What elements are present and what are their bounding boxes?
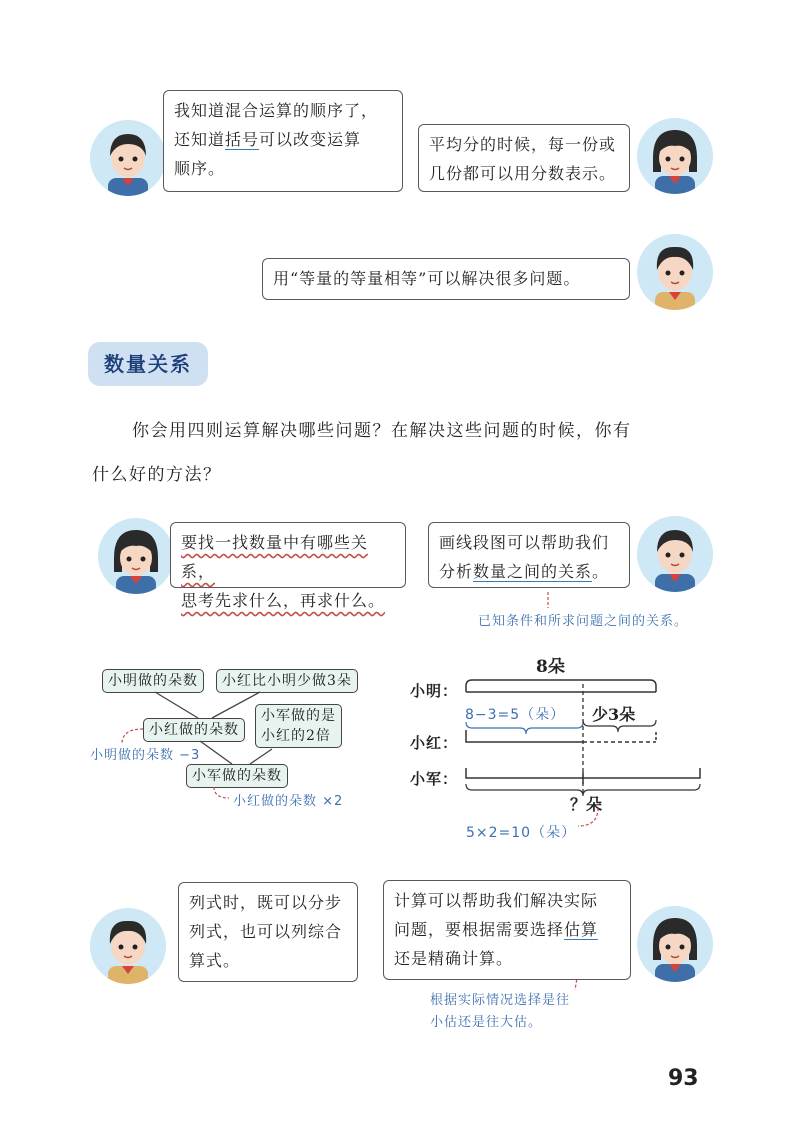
- note-xiaohong-formula: 小明做的朵数 −3: [90, 748, 201, 763]
- bubble-line: 列式时，既可以分步: [189, 893, 343, 912]
- girl-avatar-3: [637, 906, 713, 982]
- box-xiaohong-less: 小红比小明少做3朵: [216, 669, 358, 693]
- unknown-label: ？朵: [570, 795, 603, 814]
- box-xiaoming-count: 小明做的朵数: [102, 669, 204, 693]
- bubble-line: 顺序。: [174, 159, 226, 178]
- note-line: 根据实际情况选择是往: [430, 993, 571, 1008]
- bubble-line: 要找一找数量中有哪些关系，: [181, 533, 369, 581]
- bubble-line: 分析数量之间的关系。: [439, 562, 610, 581]
- speech-bubble-estimation: [383, 880, 631, 980]
- bubble-line: 列式，也可以列综合: [189, 922, 343, 941]
- bubble-line: 还知道括号可以改变运算: [174, 130, 362, 149]
- speech-bubble-formulas: [178, 882, 358, 982]
- bubble-line: 平均分的时候，每一份或: [429, 135, 617, 154]
- note-estimation: [430, 990, 570, 1034]
- box-xiaohong-count: 小红做的朵数: [143, 718, 245, 742]
- bracket-xiaoming: [466, 680, 656, 692]
- note-xiaojun-formula: 小红做的朵数 ×2: [233, 794, 344, 809]
- boy-avatar-4: [90, 908, 166, 984]
- intro-line: 什么好的方法？: [92, 465, 222, 485]
- note-known-conditions: 已知条件和所求问题之间的关系。: [478, 614, 689, 629]
- bubble-line: 算式。: [189, 951, 241, 970]
- box-line: 小红的2倍: [261, 728, 331, 744]
- bubble-underline: 括号: [225, 130, 260, 149]
- label-xiaojun: 小军：: [410, 770, 459, 788]
- brace-5: [466, 722, 583, 734]
- bubble-line: 画线段图可以帮助我们: [439, 533, 610, 552]
- label-xiaohong: 小红：: [410, 734, 459, 752]
- bubble-line: 我知道混合运算的顺序了，: [174, 101, 379, 120]
- bubble-underline: 数量之间的关系: [473, 562, 593, 581]
- calc-xiaojun: 5×2=10（朵）: [466, 825, 577, 841]
- bubble-underline: 估算: [564, 920, 599, 939]
- intro-line: 你会用四则运算解决哪些问题？在解决这些问题的时候，你有: [132, 421, 632, 441]
- segment-xiaohong: [466, 730, 583, 742]
- note-line: 小估还是往大估。: [430, 1015, 543, 1030]
- page-number: 93: [668, 1066, 699, 1091]
- bubble-line: 还是精确计算。: [394, 949, 514, 968]
- brace-less-3: [583, 720, 656, 732]
- box-line: 小军做的是: [261, 708, 336, 724]
- bubble-line: 几份都可以用分数表示。: [429, 164, 617, 183]
- total-8-label: 8朵: [536, 657, 565, 677]
- section-heading: 数量关系: [88, 342, 208, 386]
- less-3-label: 少3朵: [592, 705, 636, 724]
- bubble-line: 计算可以帮助我们解决实际: [394, 891, 599, 910]
- bubble-line: 思考先求什么，再求什么。: [181, 591, 386, 610]
- bubble-line: 问题，要根据需要选择估算: [394, 920, 599, 939]
- box-xiaojun-count: 小军做的朵数: [186, 764, 288, 788]
- label-xiaoming: 小明：: [410, 682, 459, 700]
- calc-xiaohong: 8−3=5（朵）: [465, 707, 566, 723]
- bubble-line: 用“等量的等量相等”可以解决很多问题。: [273, 269, 581, 288]
